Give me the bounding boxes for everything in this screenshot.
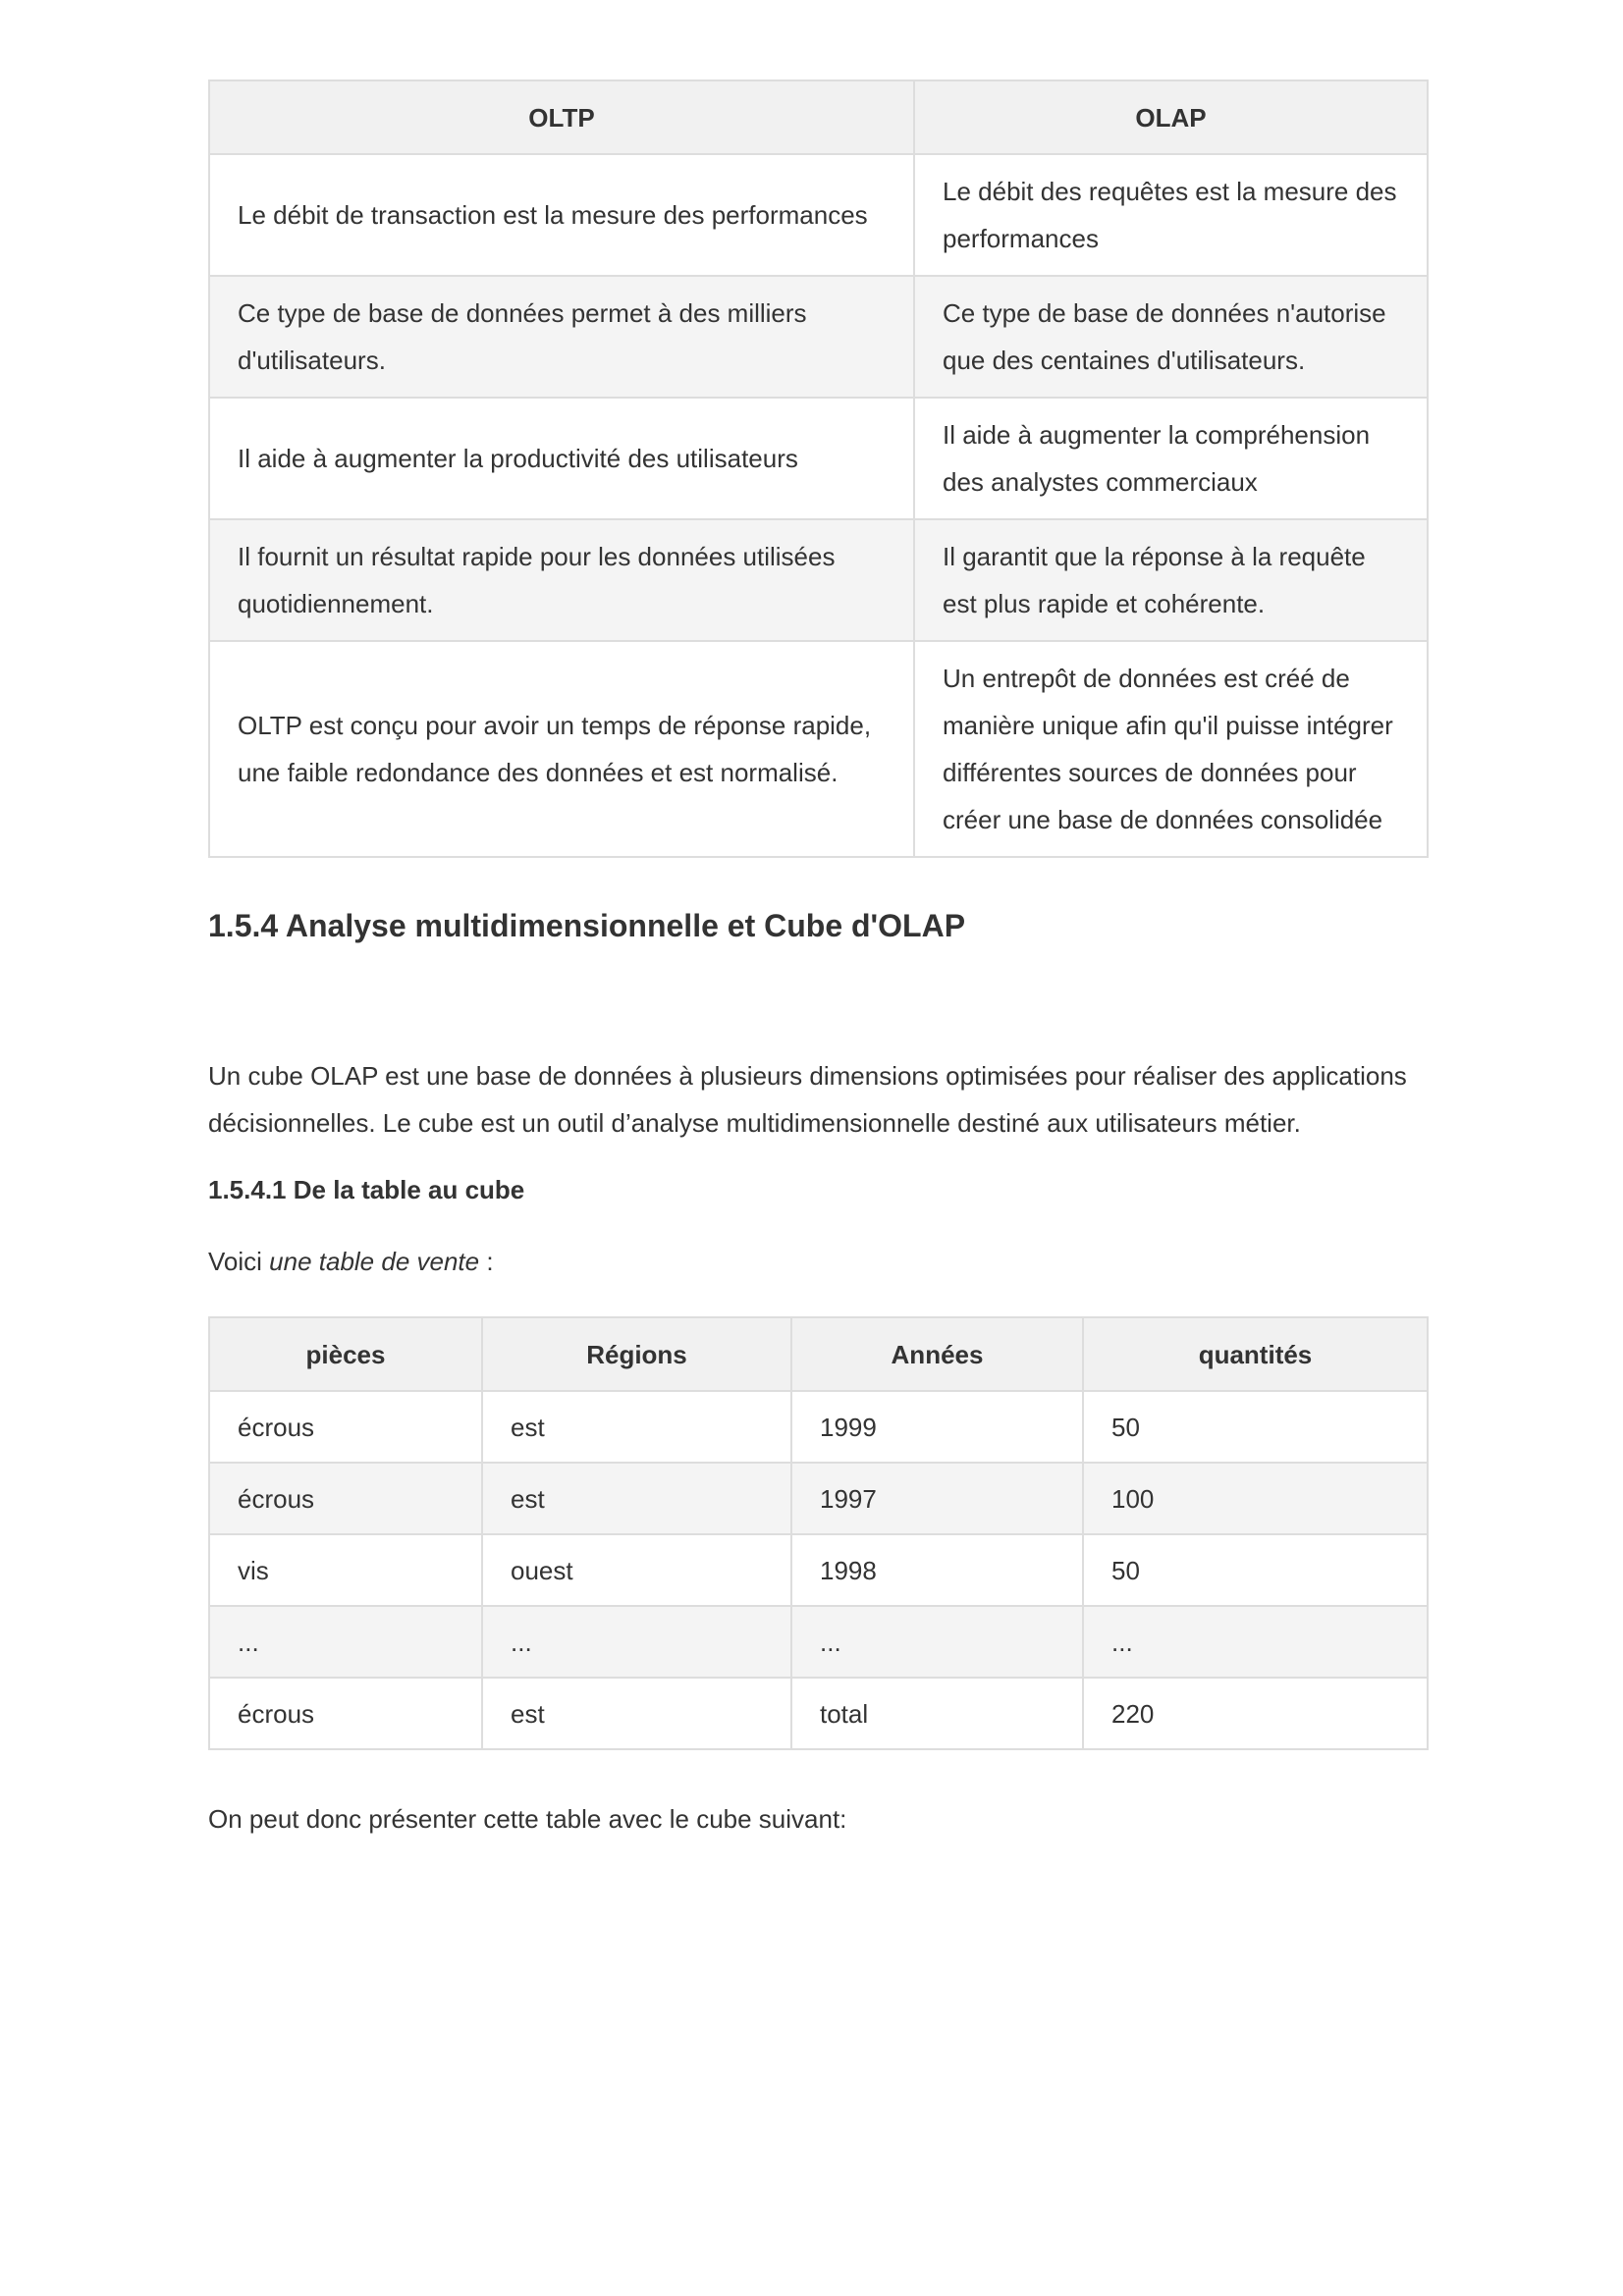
voici-emphasis: une table de vente [269,1247,480,1276]
table-cell: écrous [209,1463,482,1534]
table-cell: est [482,1678,791,1749]
table-row [209,1391,1428,1463]
table-cell: Il aide à augmenter la productivité des utilisateurs [209,398,914,519]
table-cell: ... [209,1606,482,1678]
header-olap: OLAP [914,80,1428,154]
table-cell: est [482,1391,791,1463]
table-cell: vis [209,1534,482,1606]
table-cell: Il garantit que la réponse à la requête est plus rapide et cohérente. [914,519,1428,641]
table-cell: Un entrepôt de données est créé de manière unique afin qu'il puisse intégrer différentes sources de données pour créer une base de données consolidée [914,641,1428,857]
table-cell: ... [791,1606,1083,1678]
table-row [209,1606,1428,1678]
table-cell: 100 [1083,1463,1428,1534]
section-heading: 1.5.4 Analyse multidimensionnelle et Cube d'OLAP [208,908,966,943]
table-row [209,154,1428,276]
table-cell: total [791,1678,1083,1749]
subsection-heading: 1.5.4.1 De la table au cube [208,1175,525,1204]
header-pieces: pièces [209,1317,482,1391]
header-annees: Années [791,1317,1083,1391]
table-cell: ouest [482,1534,791,1606]
table-row [209,1463,1428,1534]
table-cell: Le débit de transaction est la mesure des performances [209,154,914,276]
table-cell: OLTP est conçu pour avoir un temps de réponse rapide, une faible redondance des données et est normalisé. [209,641,914,857]
table-row [209,1678,1428,1749]
header-regions: Régions [482,1317,791,1391]
table-cell: ... [1083,1606,1428,1678]
table-cell: Ce type de base de données permet à des milliers d'utilisateurs. [209,276,914,398]
table-cell: est [482,1463,791,1534]
table-row [209,519,1428,641]
table-cell: écrous [209,1678,482,1749]
outro-paragraph: On peut donc présenter cette table avec le cube suivant: [208,1804,847,1834]
table-row [209,276,1428,398]
table-cell: 220 [1083,1678,1428,1749]
voici-paragraph [208,1238,1429,1285]
table-cell: 1999 [791,1391,1083,1463]
table-cell: ... [482,1606,791,1678]
intro-paragraph: Un cube OLAP est une base de données à plusieurs dimensions optimisées pour réaliser des applications décisionnelles. Le cube est un outil d’analyse multidimensionnelle destiné aux utilisateurs métier. [208,1061,1407,1138]
table-cell: 1998 [791,1534,1083,1606]
table-cell: 1997 [791,1463,1083,1534]
table-header-row [209,80,1428,154]
table-cell: écrous [209,1391,482,1463]
table-cell: Il fournit un résultat rapide pour les données utilisées quotidiennement. [209,519,914,641]
table-cell: Le débit des requêtes est la mesure des performances [914,154,1428,276]
table-cell: 50 [1083,1391,1428,1463]
header-oltp: OLTP [209,80,914,154]
table-row [209,398,1428,519]
oltp-olap-comparison-table [208,80,1429,858]
table-cell: 50 [1083,1534,1428,1606]
document-page [208,80,1429,1834]
table-row [209,641,1428,857]
sales-table [208,1316,1429,1750]
header-quantites: quantités [1083,1317,1428,1391]
table-cell: Il aide à augmenter la compréhension des analystes commerciaux [914,398,1428,519]
table-header-row [209,1317,1428,1391]
voici-prefix: Voici [208,1247,270,1276]
voici-suffix: : [479,1247,494,1276]
table-row [209,1534,1428,1606]
table-cell: Ce type de base de données n'autorise que des centaines d'utilisateurs. [914,276,1428,398]
